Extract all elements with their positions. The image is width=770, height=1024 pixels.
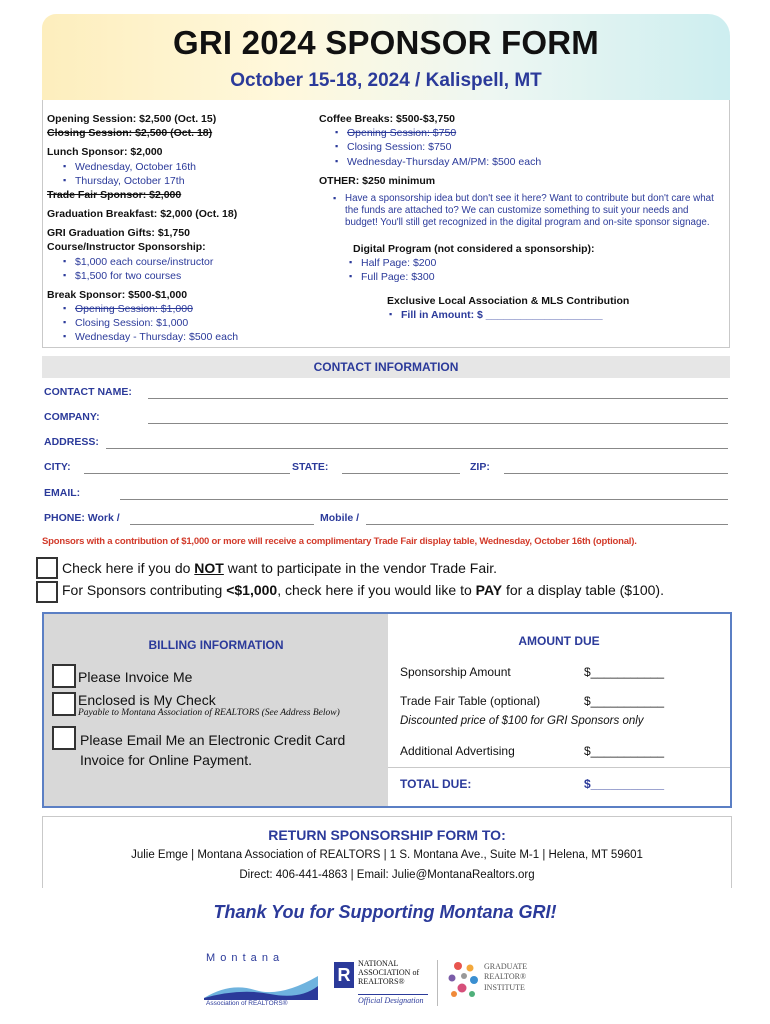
list-item: ▪ Thursday, October 17th: [63, 174, 297, 188]
list-item: ▪ Have a sponsorship idea but don't see it here? Want to contribute but don't care what the funds are attached to? We can customize something to suit your needs and budget! You'll still get recognized in the digital program and on-site sponsor signage.: [333, 193, 719, 230]
montana-logo-word: M o n t a n a: [206, 952, 281, 964]
list-item: ▪ Full Page: $300: [349, 270, 719, 284]
list-item: ▪ Opening Session: $1,000: [63, 302, 297, 316]
phone-work-label: PHONE: Work /: [44, 512, 120, 524]
nar-line1: NATIONAL: [358, 959, 399, 968]
email-invoice-label: Please Email Me an Electronic Credit Card Invoice for Online Payment.: [80, 732, 346, 769]
thank-you: Thank You for Supporting Montana GRI!: [213, 902, 557, 922]
list-item: ▪ Closing Session: $1,000: [63, 316, 297, 330]
lunch-sponsor: Lunch Sponsor: $2,000: [47, 146, 163, 159]
email-label: EMAIL:: [44, 487, 81, 499]
coffee-list: [335, 126, 719, 169]
exclusive-contribution: Exclusive Local Association & MLS Contribution: [387, 295, 630, 308]
company-label: COMPANY:: [44, 411, 100, 423]
list-item: ▪ Closing Session: $750: [335, 140, 719, 154]
list-item: ▪ $1,000 each course/instructor: [63, 255, 297, 269]
no-vendor-text-post: want to participate in the vendor Trade Fair.: [223, 560, 498, 576]
fill-in-list: [389, 308, 719, 322]
gri-line2: REALTOR®: [484, 972, 527, 982]
nar-logo: [334, 958, 434, 1014]
pay-table-checkbox[interactable]: [36, 581, 58, 603]
graduation-breakfast: Graduation Breakfast: $2,000 (Oct. 18): [47, 208, 238, 221]
pay-text-amount: <$1,000: [226, 582, 278, 598]
amount-due: [388, 614, 730, 806]
pay-text-pre: For Sponsors contributing: [62, 582, 227, 598]
discount-note: Discounted price of $100 for GRI Sponsors only: [400, 715, 644, 727]
sponsorship-amount-label: Sponsorship Amount: [400, 665, 511, 679]
no-vendor-text: [62, 560, 497, 576]
course-sponsorship: Course/Instructor Sponsorship:: [47, 241, 206, 254]
page-subtitle: October 15-18, 2024 / Kalispell, MT: [230, 70, 542, 91]
list-item: ▪ Wednesday, October 16th: [63, 160, 297, 174]
billing-info: [44, 614, 388, 806]
nar-line2: ASSOCIATION of: [358, 967, 420, 977]
trade-fair-sponsor: Trade Fair Sponsor: $2,000: [47, 188, 182, 201]
gri-line3: INSTITUTE: [484, 982, 525, 992]
gri-logo: [444, 956, 534, 1012]
city-label: CITY:: [44, 461, 71, 473]
advertising-field[interactable]: $___________: [584, 744, 665, 758]
email-field[interactable]: [120, 499, 728, 500]
phone-work-field[interactable]: [130, 524, 314, 525]
opening-session: Opening Session: $2,500 (Oct. 15): [47, 113, 217, 125]
return-contact: Direct: 406-441-4863 | Email: Julie@MontanaRealtors.org: [239, 869, 535, 881]
invoice-label: Please Invoice Me: [78, 669, 193, 685]
address-label: ADDRESS:: [44, 436, 99, 448]
total-due-field[interactable]: $___________: [584, 777, 665, 791]
contact-name-label: CONTACT NAME:: [44, 386, 132, 398]
pay-text-post: for a display table ($100).: [502, 582, 664, 598]
zip-field[interactable]: [504, 473, 728, 474]
coffee-breaks: Coffee Breaks: $500-$3,750: [319, 113, 455, 125]
total-due-label: TOTAL DUE:: [400, 777, 472, 791]
digital-list: [349, 256, 719, 284]
sponsorship-options: [42, 100, 730, 348]
return-address: Julie Emge | Montana Association of REALTORS | 1 S. Montana Ave., Suite M-1 | Helena, MT 59601: [131, 849, 643, 861]
billing-section: [42, 612, 732, 808]
state-label: STATE:: [292, 461, 329, 473]
check-payment-note: Payable to Montana Association of REALTORS (See Address Below): [78, 708, 340, 718]
break-list: [63, 302, 297, 345]
company-field[interactable]: [148, 423, 728, 424]
page-title: GRI 2024 SPONSOR FORM: [173, 24, 599, 61]
other-sponsorship: OTHER: $250 minimum: [319, 174, 436, 187]
trade-fair-note: Sponsors with a contribution of $1,000 or more will receive a complimentary Trade Fair display table, Wednesday, October 16th (optional).: [42, 536, 637, 547]
header-banner: [42, 14, 730, 100]
list-item: ▪ $1,500 for two courses: [63, 269, 297, 283]
no-vendor-checkbox[interactable]: [36, 557, 58, 579]
sponsorship-amount-field[interactable]: $___________: [584, 665, 665, 679]
lunch-list: [63, 160, 297, 188]
gri-line1: GRADUATE: [484, 962, 528, 971]
montana-logo-sub: Association of REALTORS®: [206, 1000, 288, 1007]
table-amount-field[interactable]: $___________: [584, 694, 665, 708]
city-field[interactable]: [84, 473, 290, 474]
invoice-checkbox[interactable]: [52, 664, 76, 688]
pay-text-mid: , check here if you would like to: [277, 582, 476, 598]
other-list: [333, 193, 719, 230]
gri-star-icon: [444, 958, 484, 1002]
graduation-gifts: GRI Graduation Gifts: $1,750: [47, 227, 190, 240]
phone-mobile-label: Mobile /: [320, 512, 360, 524]
logo-row: [0, 948, 770, 1018]
table-amount-label: Trade Fair Table (optional): [400, 694, 541, 708]
pay-text-word: PAY: [475, 582, 503, 598]
billing-heading: BILLING INFORMATION: [148, 638, 284, 652]
amount-heading: AMOUNT DUE: [518, 634, 600, 648]
check-payment-checkbox[interactable]: [52, 692, 76, 716]
nar-line3: REALTORS®: [358, 976, 405, 986]
sponsorship-right-column: [319, 112, 719, 322]
course-list: [63, 255, 297, 283]
digital-program: Digital Program (not considered a sponsorship):: [353, 242, 595, 255]
montana-realtors-logo: [200, 952, 322, 1012]
list-item: ▪ Opening Session: $750: [335, 126, 719, 140]
no-vendor-text-not: NOT: [194, 560, 224, 576]
closing-session: Closing Session: $2,500 (Oct. 18): [47, 127, 213, 140]
pay-table-text: [62, 582, 664, 598]
break-sponsor: Break Sponsor: $500-$1,000: [47, 288, 188, 301]
nar-r-icon: R: [334, 962, 354, 988]
contact-heading: CONTACT INFORMATION: [42, 356, 730, 378]
nar-sub: Official Designation: [358, 994, 428, 1005]
fill-in-amount[interactable]: ▪ Fill in Amount: $ ____________________: [389, 308, 719, 322]
no-vendor-text-pre: Check here if you do: [62, 560, 195, 576]
check-payment-label: Enclosed is My Check: [78, 692, 216, 708]
phone-mobile-field[interactable]: [366, 524, 728, 525]
list-item: ▪ Wednesday - Thursday: $500 each: [63, 330, 297, 344]
sponsorship-left-column: [47, 112, 297, 345]
return-section: [42, 816, 732, 888]
email-invoice-checkbox[interactable]: [52, 726, 76, 750]
contact-name-field[interactable]: [148, 398, 728, 399]
list-item: ▪ Half Page: $200: [349, 256, 719, 270]
address-field[interactable]: [106, 448, 728, 449]
montana-mountain-icon: [200, 964, 322, 1004]
advertising-label: Additional Advertising: [400, 744, 515, 758]
zip-label: ZIP:: [470, 461, 490, 473]
list-item: ▪ Wednesday-Thursday AM/PM: $500 each: [335, 155, 719, 169]
state-field[interactable]: [342, 473, 460, 474]
return-heading: RETURN SPONSORSHIP FORM TO:: [268, 827, 506, 843]
